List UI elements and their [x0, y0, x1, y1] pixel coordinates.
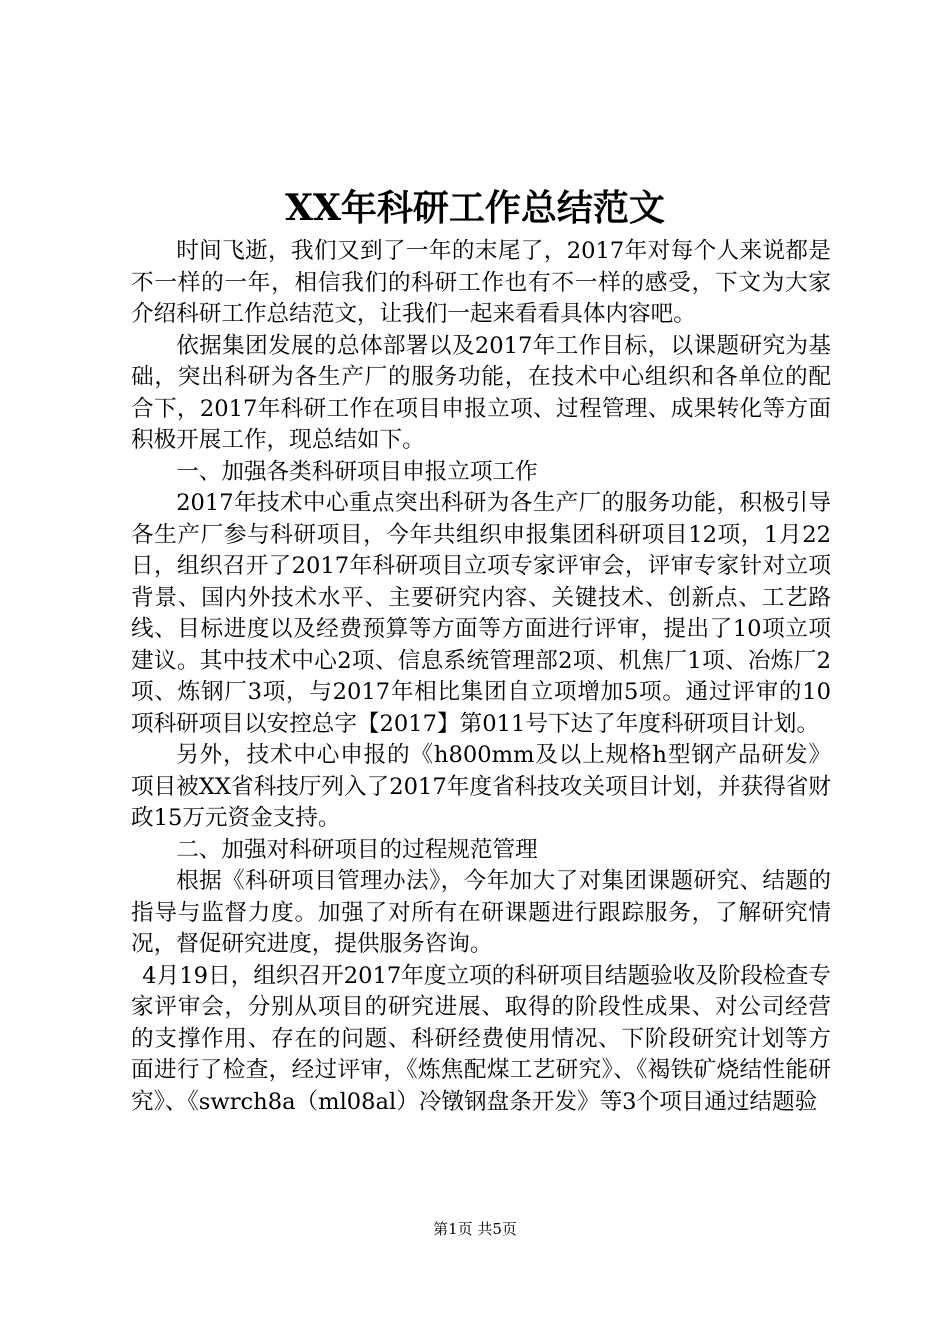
paragraph: 依据集团发展的总体部署以及2017年工作目标，以课题研究为基础，突出科研为各生产厂的服务功能，在技术中心组织和各单位的配合下，2017年科研工作在项目申报立项、过程管理、成果转化等方面积极开展工作，现总结如下。 [131, 332, 831, 453]
section-heading: 二、加强对科研项目的过程规范管理 [176, 836, 538, 863]
page-footer: 第1页 共5页 [433, 1220, 517, 1238]
paragraph: 4月19日，组织召开2017年度立项的科研项目结题验收及阶段检查专家评审会，分别从项目的研究进展、取得的阶段性成果、对公司经营的支撑作用、存在的问题、科研经费使用情况、下阶段研究计划等方面进行了检查，经过评审，《炼焦配煤工艺研究》、《褐铁矿烧结性能研究》、《swrch8a（ml08al）冷镦钢盘条开发》等3个项目通过结题验 [131, 962, 831, 1115]
document-body [131, 236, 831, 1118]
paragraph: 2017年技术中心重点突出科研为各生产厂的服务功能，积极引导各生产厂参与科研项目，今年共组织申报集团科研项目12项，1月22日，组织召开了2017年科研项目立项专家评审会，评审专家针对立项背景、国内外技术水平、主要研究内容、关键技术、创新点、工艺路线、目标进度以及经费预算等方面等方面进行评审，提出了10项立项建议。其中技术中心2项、信息系统管理部2项、机焦厂1项、冶炼厂2项、炼钢厂3项，与2017年相比集团自立项增加5项。通过评审的10项科研项目以安控总字【2017】第011号下达了年度科研项目计划。 [131, 490, 831, 737]
paragraph: 时间飞逝，我们又到了一年的末尾了，2017年对每个人来说都是不一样的一年，相信我们的科研工作也有不一样的感受，下文为大家介绍科研工作总结范文，让我们一起来看看具体内容吧。 [131, 238, 831, 327]
paragraph: 根据《科研项目管理办法》，今年加大了对集团课题研究、结题的指导与监督力度。加强了对所有在研课题进行跟踪服务，了解研究情况，督促研究进度，提供服务咨询。 [131, 868, 831, 957]
document-title: XX年科研工作总结范文 [285, 187, 665, 229]
section-heading: 一、加强各类科研项目申报立项工作 [176, 458, 538, 485]
paragraph: 另外，技术中心申报的《h800mm及以上规格h型钢产品研发》项目被XX省科技厅列入了2017年度省科技攻关项目计划，并获得省财政15万元资金支持。 [131, 742, 831, 831]
